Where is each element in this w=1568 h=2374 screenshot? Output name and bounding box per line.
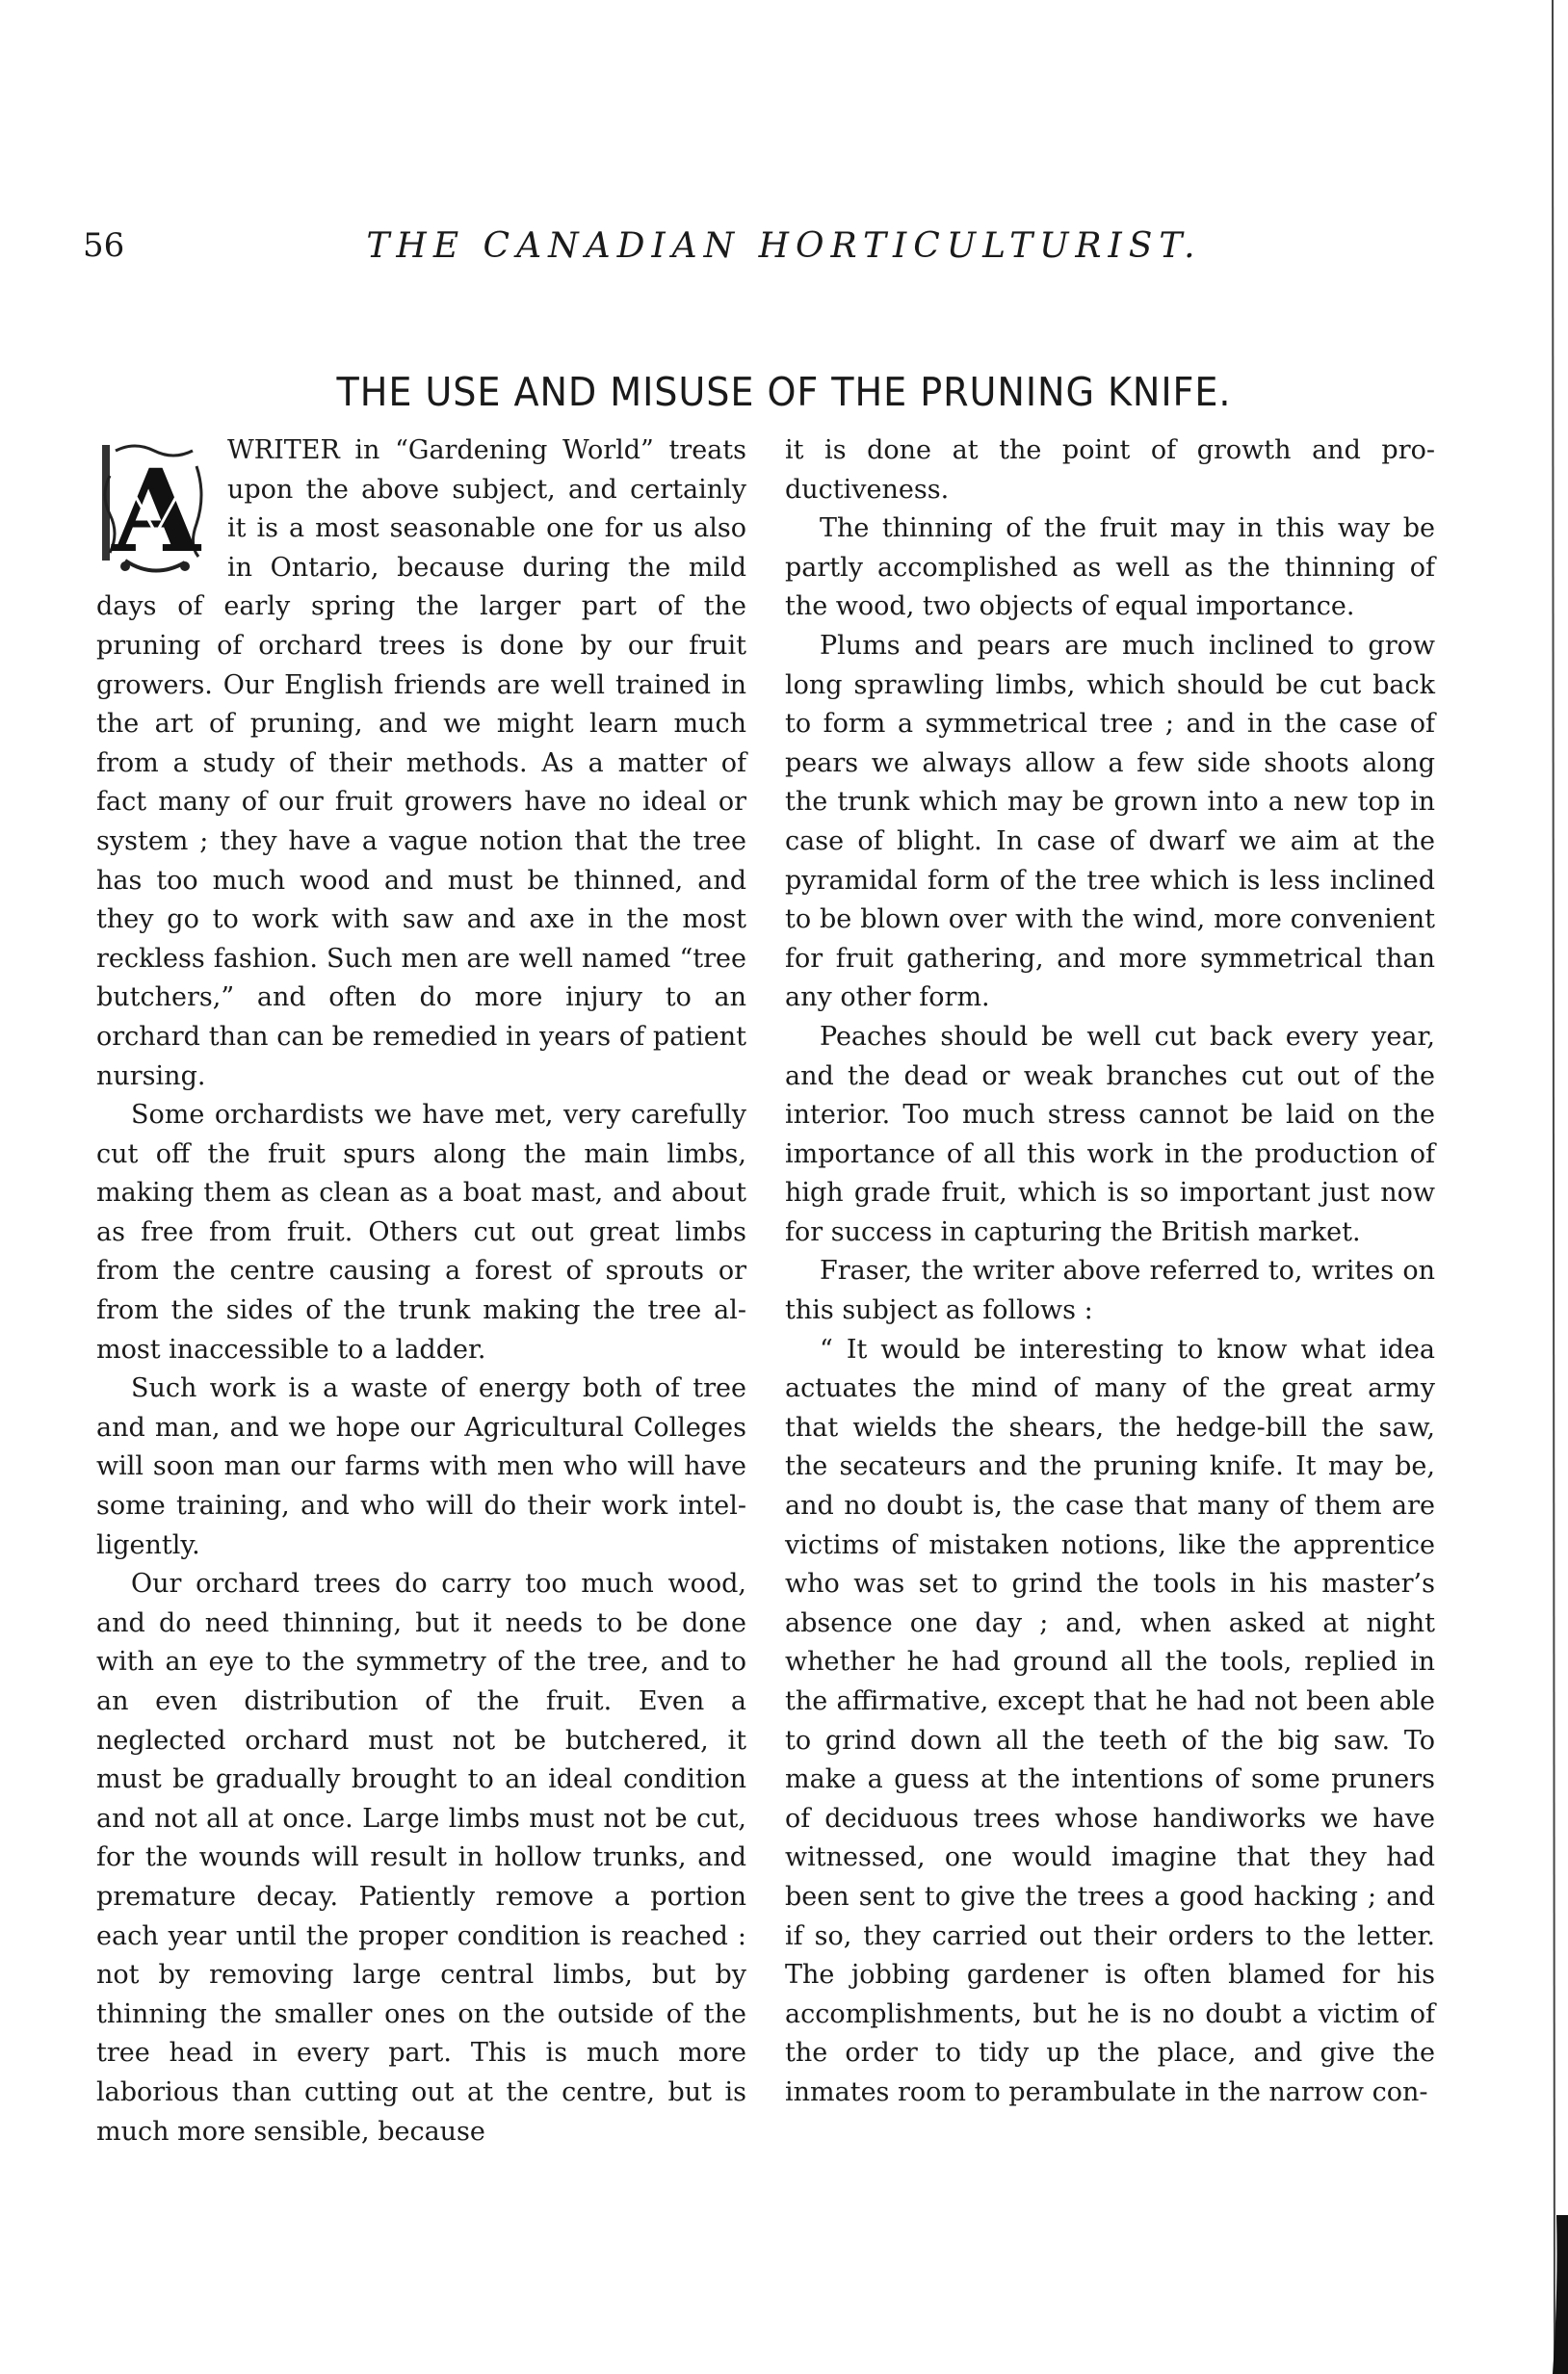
dropcap-letter: A xyxy=(112,444,200,578)
paragraph: Some orchardists we have met, very carefully cut off the fruit spurs along the main limbs, making them as clean as a boat mast, and about as free from fruit. Others cut out great limbs from the centre causing a forest of sprouts or from the sides of the trunk making the tree almost inaccessible to a ladder. xyxy=(96,1100,746,1365)
paragraph-opening xyxy=(96,431,746,1096)
dropcap-ornament xyxy=(96,437,216,584)
paragraph: Peaches should be well cut back every year, and the dead or weak branches cut out of the interior. Too much stress cannot be laid on the importance of all this work in the production of high grade fruit, which is so important just now for success in capturing the British market. xyxy=(785,1021,1435,1247)
left-column xyxy=(96,431,746,2152)
paragraph-continued: it is done at the point of growth and productiveness. xyxy=(785,435,1435,505)
journal-title: THE CANADIAN HORTICULTURIST. xyxy=(366,226,1202,266)
paragraph: Fraser, the writer above referred to, writes on this subject as follows : xyxy=(785,1256,1435,1326)
paragraph: The thinning of the fruit may in this way be partly accomplished as well as the thinning of the wood, two objects of equal importance. xyxy=(785,513,1435,622)
paragraph-quote: “ It would be interesting to know what idea actuates the mind of many of the great army that wields the shears, the hedge-bill the saw, the secateurs and the pruning knife. It may be, and no doubt is, the case that many of them are victims of mistaken notions, like the apprentice who was set to grind the tools in his master’s absence one day ; and, when asked at night whether he had ground all the tools, replied in the affirmative, except that he had not been able to grind down all the teeth of the big saw. To make a guess at the intentions of some pruners of deciduous trees whose handiworks we have witnessed, one would imagine that they had been sent to give the trees a good hacking ; and if so, they carried out their orders to the letter. The jobbing gardener is often blamed for his accomplishments, but he is no doubt a victim of the order to tidy up the place, and give the inmates room to perambulate in the narrow con- xyxy=(785,1334,1435,2107)
paragraph: Our orchard trees do carry too much wood, and do need thinning, but it needs to be done with an eye to the symmetry of the tree, and to an even distribution of the fruit. Even a neglected orchard must not be butchered, it must be gradually brought to an ideal condition and not all at once. Large limbs must not be cut, for the wounds will result in hollow trunks, and premature decay. Patiently remove a portion each year until the proper condition is reached : not by removing large central limbs, but by thinning the smaller ones on the outside of the tree head in every part. This is much more laborious than cutting out at the centre, but is much more sensible, because xyxy=(96,1569,746,2147)
page-number: 56 xyxy=(83,226,125,265)
page-edge-shadow xyxy=(1529,0,1568,2374)
paragraph: Such work is a waste of energy both of tree and man, and we hope our Agricultural Colleges will soon man our farms with men who will have some training, and who will do their work intelligently. xyxy=(96,1373,746,1560)
paragraph-text: WRITER in “Gardening World” treats upon the above subject, and certainly it is a most seasonable one for us also in Ontario, because during the mild days of early spring the larger part of the pruning of orchard trees is done by our fruit growers. Our English friends are well trained in the art of pruning, and we might learn much from a study of their methods. As a matter of fact many of our fruit growers have no ideal or system ; they have a vague notion that the tree has too much wood and must be thinned, and they go to work with saw and axe in the most reckless fashion. Such men are well named “tree butchers,” and often do more injury to an orchard than can be remedied in years of patient nursing. xyxy=(96,435,746,1091)
right-column xyxy=(785,431,1435,2113)
paragraph: Plums and pears are much inclined to grow long sprawling limbs, which should be cut back to form a symmetrical tree ; and in the case of pears we always allow a few side shoots along the trunk which may be grown into a new top in case of blight. In case of dwarf we aim at the pyramidal form of the tree which is less inclined to be blown over with the wind, more convenient for fruit gathering, and more symmetrical than any other form. xyxy=(785,630,1435,1013)
article-title: THE USE AND MISUSE OF THE PRUNING KNIFE. xyxy=(336,369,1232,416)
running-head xyxy=(0,226,1568,284)
